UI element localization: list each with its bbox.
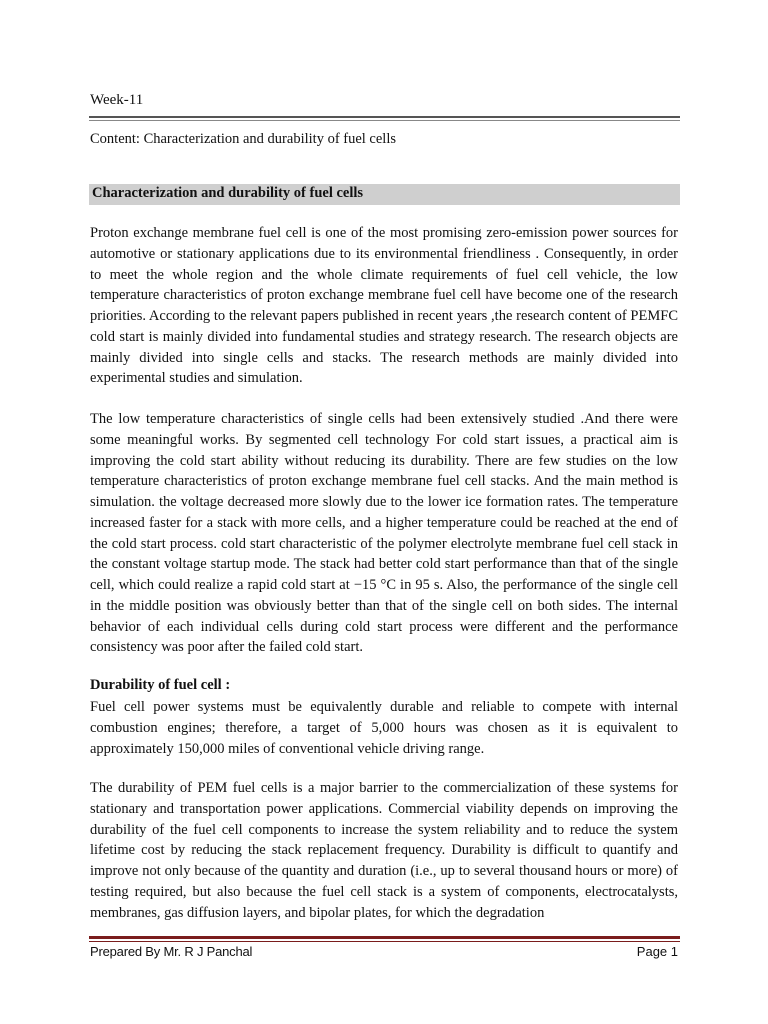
paragraph-2: The low temperature characteristics of single cells had been extensively studied .And there were some meaningful works. By segmented cell technology For cold start issues, a practical aim is improving the cold start ability without reducing its durability. There are few studies on the low temperature characteristics of proton exchange membrane fuel cell stacks. And the main method is simulation. the voltage decreased more slowly due to the lower ice formation rates. The temperature increased faster for a stack with more cells, and a higher temperature could be reached at the end of the cold start process. cold start characteristic of the polymer electrolyte membrane fuel cell stack in the constant voltage startup mode. The stack had better cold start performance than that of the single cell, which could realize a rapid cold start at −15 °C in 95 s. Also, the performance of the single cell in the middle position was obviously better than that of the single cell on both sides. The internal behavior of each individual cells during cold start process were different and the performance consistency was poor after the failed cold start. xyxy=(90,411,678,656)
paragraph-3: Fuel cell power systems must be equivalently durable and reliable to compete with internal combustion engines; therefore, a target of 5,000 hours was chosen as it is equivalent to approximately 150,000 miles of conventional vehicle driving range. xyxy=(90,699,678,757)
footer-rule-thin xyxy=(89,941,680,942)
paragraph-4: The durability of PEM fuel cells is a major barrier to the commercialization of these systems for stationary and transportation power applications. Commercial viability depends on improving the durability of the fuel cell components to increase the system reliability and to reduce the system lifetime cost by reducing the stack replacement frequency. Durability is difficult to quantify and improve not only because of the quantity and duration (i.e., up to several thousand hours or more) of testing required, but also because the fuel cell stack is a system of components, electrocatalysts, membranes, gas diffusion layers, and bipolar plates, for which the degradation xyxy=(90,780,678,921)
footer-rule xyxy=(89,936,680,939)
paragraph-1: Proton exchange membrane fuel cell is one of the most promising zero-emission power sources for automotive or stationary applications due to its environmental friendliness . Consequently, in order to meet the whole region and the whole climate requirements of fuel cell vehicle, the low temperature characteristics of proton exchange membrane fuel cell have become one of the research priorities. According to the relevant papers published in recent years ,the research content of PEMFC cold start is mainly divided into fundamental studies and strategy research. The research objects are mainly divided into single cells and stacks. The research methods are mainly divided into experimental studies and simulation. xyxy=(90,225,678,387)
header-week: Week-11 xyxy=(90,92,144,108)
content-line: Content: Characterization and durability of fuel cells xyxy=(90,131,397,147)
footer-author: Prepared By Mr. R J Panchal xyxy=(90,944,253,959)
section-title: Characterization and durability of fuel cells xyxy=(92,185,364,201)
durability-heading: Durability of fuel cell : xyxy=(90,677,231,693)
header-rule-thin xyxy=(89,120,680,121)
header-rule xyxy=(89,116,680,118)
footer-page-number: Page 1 xyxy=(636,944,678,959)
